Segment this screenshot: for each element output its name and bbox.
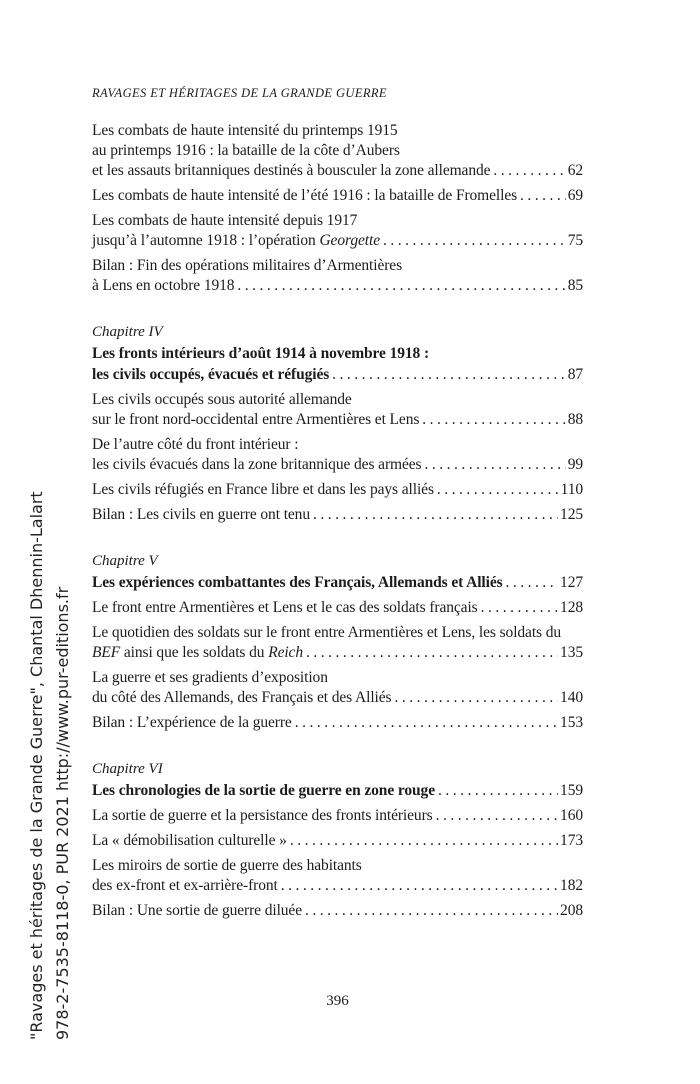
toc-entry xyxy=(92,211,583,251)
page-number: 85 xyxy=(567,277,583,294)
toc-entry xyxy=(92,390,583,430)
toc-line xyxy=(92,901,583,921)
toc-section xyxy=(92,551,583,733)
toc-line: Les combats de haute intensité du printemps 1915 xyxy=(92,122,398,139)
dot-leader xyxy=(295,713,558,733)
edition-sidebar xyxy=(24,491,76,1040)
toc-line xyxy=(92,572,583,593)
toc-line: Le quotidien des soldats sur le front entre Armentières et Lens, les soldats du xyxy=(92,624,562,641)
sidebar-isbn-publisher: 978-2-7535-8118-0, PUR 2021 http://www.pur-editions.fr xyxy=(53,586,72,1040)
toc-section xyxy=(92,322,583,525)
toc-line xyxy=(92,643,583,663)
sidebar-title-author: "Ravages et héritages de la Grande Guerre", Chantal Dhennin-Lalart xyxy=(27,491,46,1040)
toc-line-text: Le front entre Armentières et Lens et le cas des soldats français xyxy=(92,599,478,616)
chapter-label: Chapitre V xyxy=(92,553,158,569)
toc-line: au printemps 1916 : la bataille de la côte d’Aubers xyxy=(92,142,400,159)
chapter-title xyxy=(92,572,583,593)
toc-line-text: La « démobilisation culturelle » xyxy=(92,832,287,849)
toc-line xyxy=(92,480,583,500)
page-number: 208 xyxy=(560,902,583,919)
dot-leader xyxy=(290,831,558,851)
toc-line-text: et les assauts britanniques destinés à bousculer la zone allemande xyxy=(92,162,491,179)
dot-leader xyxy=(422,410,565,430)
dot-leader xyxy=(313,505,558,525)
toc-line-text: sur le front nord-occidental entre Armentières et Lens xyxy=(92,411,420,428)
toc-line-text: Les civils réfugiés en France libre et dans les pays alliés xyxy=(92,481,434,498)
toc-line xyxy=(92,161,583,181)
dot-leader xyxy=(424,455,565,475)
toc-line xyxy=(92,713,583,733)
toc-line xyxy=(92,276,583,296)
page-number: 75 xyxy=(567,232,583,249)
toc-entry xyxy=(92,598,583,618)
toc-entry xyxy=(92,480,583,500)
toc-line: De l’autre côté du front intérieur : xyxy=(92,436,299,453)
italic-text: Reich xyxy=(268,644,303,661)
toc-line-text: BEF ainsi que les soldats du Reich xyxy=(92,644,303,661)
page-number: 125 xyxy=(560,506,583,523)
toc-line xyxy=(92,186,583,206)
page-number: 110 xyxy=(560,481,583,498)
chapter-title xyxy=(92,780,583,801)
toc-line: Les miroirs de sortie de guerre des habitants xyxy=(92,857,362,874)
page-number: 99 xyxy=(567,456,583,473)
toc-line xyxy=(92,364,583,385)
dot-leader xyxy=(436,806,558,826)
toc-line-text: du côté des Allemands, des Français et des Alliés xyxy=(92,689,392,706)
toc-entry xyxy=(92,856,583,896)
page-number: 140 xyxy=(560,689,583,706)
dot-leader xyxy=(437,480,559,500)
italic-text: BEF xyxy=(92,644,121,661)
page-number: 160 xyxy=(560,807,583,824)
toc-section xyxy=(92,121,583,296)
toc-line-text: Les combats de haute intensité de l’été 1916 : la bataille de Fromelles xyxy=(92,187,518,204)
toc-line-text: Les expériences combattantes des Français, Allemands et Alliés xyxy=(92,574,503,591)
page-number: 62 xyxy=(567,162,583,179)
dot-leader xyxy=(305,901,558,921)
dot-leader xyxy=(281,876,558,896)
toc-entry xyxy=(92,831,583,851)
toc-line xyxy=(92,876,583,896)
page-number: 127 xyxy=(560,574,583,591)
page-number: 69 xyxy=(567,187,583,204)
chapter-title xyxy=(92,343,583,385)
page-number: 182 xyxy=(560,877,583,894)
running-header: RAVAGES ET HÉRITAGES DE LA GRANDE GUERRE xyxy=(92,86,387,100)
toc-entry xyxy=(92,713,583,733)
dot-leader xyxy=(438,780,558,801)
toc-page-content xyxy=(92,86,583,921)
toc-entry xyxy=(92,806,583,826)
toc-line-text: jusqu’à l’automne 1918 : l’opération Georgette xyxy=(92,232,380,249)
toc-line: Les fronts intérieurs d’août 1914 à novembre 1918 : xyxy=(92,345,430,362)
toc-line: La guerre et ses gradients d’exposition xyxy=(92,669,328,686)
page-number: 153 xyxy=(560,714,583,731)
toc-line xyxy=(92,410,583,430)
table-of-contents xyxy=(92,121,583,921)
page-number-folio: 396 xyxy=(326,993,349,1009)
page-number: 128 xyxy=(560,599,583,616)
dot-leader xyxy=(383,231,566,251)
dot-leader xyxy=(394,688,558,708)
toc-section xyxy=(92,759,583,921)
toc-entry xyxy=(92,256,583,296)
toc-line-text: Les chronologies de la sortie de guerre en zone rouge xyxy=(92,782,435,799)
toc-entry xyxy=(92,435,583,475)
toc-line-text: à Lens en octobre 1918 xyxy=(92,277,235,294)
dot-leader xyxy=(520,186,566,206)
dot-leader xyxy=(332,364,566,385)
toc-entry xyxy=(92,186,583,206)
toc-line: Bilan : Fin des opérations militaires d’Armentières xyxy=(92,257,403,274)
toc-line-text: Bilan : Une sortie de guerre diluée xyxy=(92,902,302,919)
toc-entry xyxy=(92,901,583,921)
dot-leader xyxy=(506,572,559,593)
toc-line xyxy=(92,688,583,708)
toc-line-text: les civils évacués dans la zone britannique des armées xyxy=(92,456,422,473)
chapter-label: Chapitre VI xyxy=(92,761,163,777)
toc-line-text: des ex-front et ex-arrière-front xyxy=(92,877,278,894)
toc-line xyxy=(92,598,583,618)
page-number: 173 xyxy=(560,832,583,849)
italic-text: Georgette xyxy=(319,232,380,249)
toc-entry xyxy=(92,623,583,663)
dot-leader xyxy=(237,276,565,296)
dot-leader xyxy=(481,598,558,618)
toc-line-text: Bilan : L’expérience de la guerre xyxy=(92,714,292,731)
toc-entry xyxy=(92,121,583,181)
toc-line xyxy=(92,455,583,475)
toc-line: Les combats de haute intensité depuis 1917 xyxy=(92,212,358,229)
page-number: 88 xyxy=(567,411,583,428)
toc-line xyxy=(92,806,583,826)
toc-line-text: les civils occupés, évacués et réfugiés xyxy=(92,366,330,383)
dot-leader xyxy=(306,643,558,663)
page-number: 159 xyxy=(560,782,583,799)
toc-line xyxy=(92,780,583,801)
page-number: 87 xyxy=(567,366,583,383)
toc-line xyxy=(92,505,583,525)
dot-leader xyxy=(493,161,565,181)
toc-line xyxy=(92,231,583,251)
toc-line: Les civils occupés sous autorité allemande xyxy=(92,391,352,408)
chapter-label: Chapitre IV xyxy=(92,324,163,340)
toc-entry xyxy=(92,668,583,708)
toc-entry xyxy=(92,505,583,525)
toc-line xyxy=(92,831,583,851)
toc-line-text: La sortie de guerre et la persistance des fronts intérieurs xyxy=(92,807,433,824)
page-number: 135 xyxy=(560,644,583,661)
toc-line-text: Bilan : Les civils en guerre ont tenu xyxy=(92,506,310,523)
